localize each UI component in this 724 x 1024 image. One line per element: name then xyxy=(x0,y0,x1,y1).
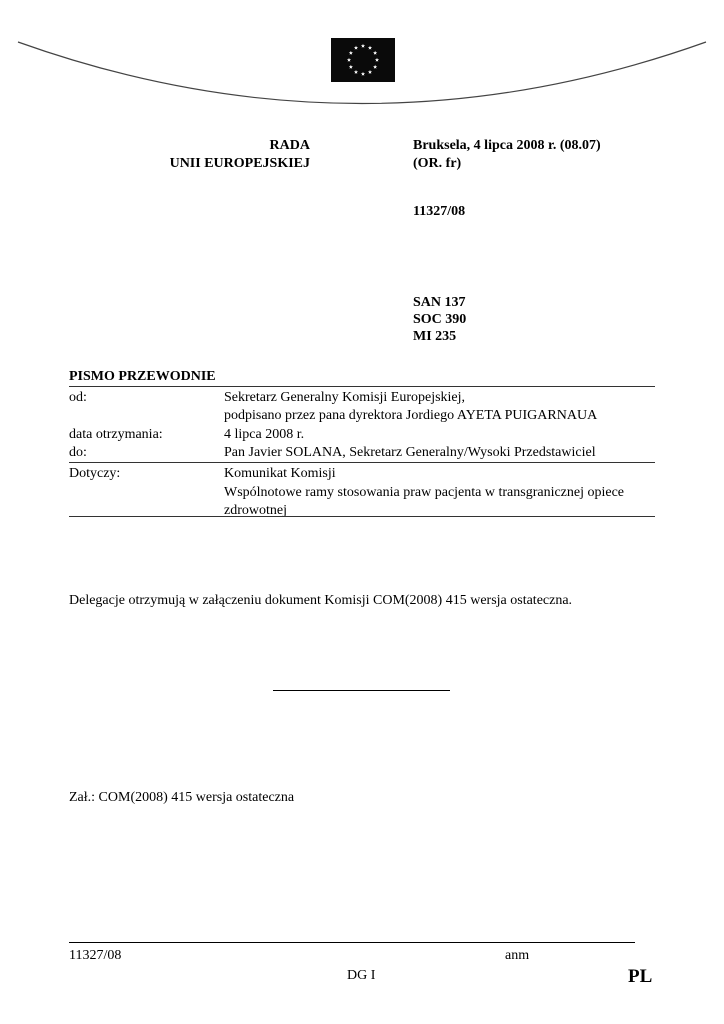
subject-value-2: Wspólnotowe ramy stosowania praw pacjenta w transgranicznej opiece zdrowotnej xyxy=(224,485,625,518)
sender-block xyxy=(0,137,310,173)
sender-line-2: UNII EUROPEJSKIEJ xyxy=(169,156,310,171)
sender-line-1: RADA xyxy=(269,138,310,153)
footer-dg: DG I xyxy=(347,968,376,983)
code-mi: MI 235 xyxy=(413,329,457,344)
received-value: 4 lipca 2008 r. xyxy=(224,427,305,442)
subject-value-1: Komunikat Komisji xyxy=(224,466,336,481)
code-san: SAN 137 xyxy=(413,295,466,310)
table-top-rule xyxy=(69,386,655,387)
footer-initials: anm xyxy=(505,948,530,963)
document-number: 11327/08 xyxy=(413,204,466,219)
received-label: data otrzymania: xyxy=(69,427,163,442)
enclosure-note: Zał.: COM(2008) 415 wersja ostateczna xyxy=(69,790,295,805)
transmittal-title: PISMO PRZEWODNIE xyxy=(69,369,216,384)
place-date-block xyxy=(413,137,601,173)
codes-block xyxy=(413,294,466,345)
table-mid-rule xyxy=(69,462,655,463)
original-language: (OR. fr) xyxy=(413,156,462,171)
to-label: do: xyxy=(69,445,87,460)
footer-doc-ref: 11327/08 xyxy=(69,948,122,963)
code-soc: SOC 390 xyxy=(413,312,467,327)
from-label: od: xyxy=(69,390,87,405)
to-value: Pan Javier SOLANA, Sekretarz Generalny/Wysoki Przedstawiciel xyxy=(224,445,596,460)
separator-line xyxy=(273,690,450,691)
subject-label: Dotyczy: xyxy=(69,466,121,481)
eu-flag-icon xyxy=(331,38,395,82)
table-bottom-rule xyxy=(69,516,655,517)
footer-rule xyxy=(69,942,635,943)
from-value-1: Sekretarz Generalny Komisji Europejskiej, xyxy=(224,390,466,405)
from-value-2: podpisano przez pana dyrektora Jordiego AYETA PUIGARNAUA xyxy=(224,408,598,423)
footer-language: PL xyxy=(628,966,653,987)
place-date: Bruksela, 4 lipca 2008 r. (08.07) xyxy=(413,138,601,153)
body-text: Delegacje otrzymują w załączeniu dokument Komisji COM(2008) 415 wersja ostateczna. xyxy=(69,593,573,608)
